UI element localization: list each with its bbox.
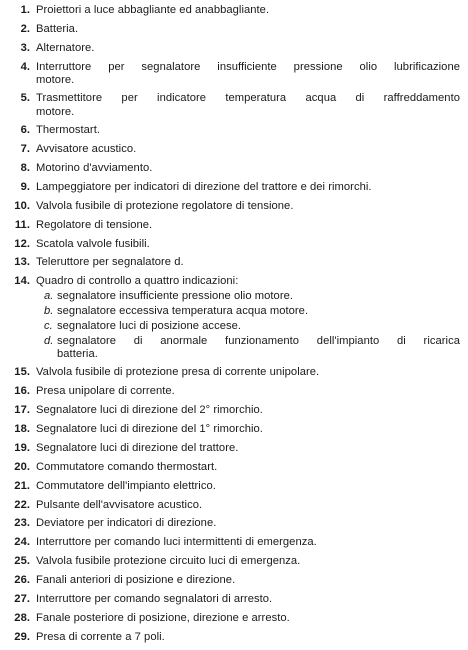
list-item [8,23,460,37]
list-item [8,612,460,626]
item-number: 15. [14,366,30,379]
sub-item-text-line: segnalatore di anormale funzionamento dell'impianto di ricarica [57,334,460,347]
list-item [8,162,460,176]
item-number: 24. [14,536,30,549]
item-text: Commutatore comando thermostart. [36,460,218,473]
item-number: 22. [14,498,30,511]
item-number: 29. [14,630,30,643]
item-number: 16. [14,385,30,398]
item-text: Avvisatore acustico. [36,143,137,156]
item-number: 19. [14,441,30,454]
list-item [8,442,460,456]
item-number: 18. [14,422,30,435]
item-text-block [36,92,460,119]
list-item [8,499,460,513]
list-item [8,536,460,550]
list-item [8,275,460,361]
sub-list-item [36,335,460,361]
item-text: Segnalatore luci di direzione del 2° rimorchio. [36,404,263,417]
list-item [8,181,460,195]
item-text-block [36,275,460,361]
item-text: Motorino d'avviamento. [36,162,153,175]
item-text: Deviatore per indicatori di direzione. [36,517,217,530]
sub-item-letter: a. [44,290,54,303]
item-number: 21. [14,479,30,492]
item-text: Teleruttore per segnalatore d. [36,256,184,269]
item-text: Quadro di controllo a quattro indicazioni: [36,275,239,288]
item-text: Interruttore per comando luci intermittenti di emergenza. [36,536,317,549]
list-item [8,4,460,18]
sub-item-text-block [57,335,460,361]
sub-list [36,290,460,361]
item-text-line: motore. [36,74,75,87]
list-item [8,256,460,270]
item-number: 12. [14,237,30,250]
item-text: Commutatore dell'impianto elettrico. [36,479,216,492]
list-item [8,42,460,56]
sub-item-text-line: batteria. [57,347,98,360]
list-item [8,92,460,119]
item-text: Valvola fusibile di protezione presa di corrente unipolare. [36,366,320,379]
item-text: Valvola fusibile di protezione regolatore di tensione. [36,199,294,212]
sub-list-item [36,320,460,333]
item-text: Alternatore. [36,41,95,54]
sub-item-text: segnalatore luci di posizione accese. [57,319,242,332]
item-text: Fanali anteriori di posizione e direzione. [36,574,236,587]
item-number: 26. [14,574,30,587]
sub-item-text: segnalatore insufficiente pressione olio motore. [57,290,294,303]
item-text-block [36,61,460,88]
item-number: 9. [20,180,30,193]
list-item [8,423,460,437]
sub-list-item [36,290,460,303]
item-number: 25. [14,555,30,568]
item-number: 10. [14,199,30,212]
item-number: 28. [14,611,30,624]
item-number: 14. [14,275,30,288]
item-number: 20. [14,460,30,473]
item-text: Segnalatore luci di direzione del trattore. [36,441,239,454]
item-text: Fanale posteriore di posizione, direzione e arresto. [36,611,290,624]
list-item [8,385,460,399]
sub-list-item [36,305,460,318]
item-number: 2. [20,22,30,35]
item-number: 6. [20,124,30,137]
item-number: 17. [14,404,30,417]
item-number: 7. [20,143,30,156]
list-item [8,124,460,138]
list-item [8,593,460,607]
sub-item-letter: d. [44,334,54,347]
item-text: Batteria. [36,22,79,35]
list-item [8,480,460,494]
list-item [8,517,460,531]
list-item [8,404,460,418]
list-item [8,143,460,157]
sub-item-text: segnalatore eccessiva temperatura acqua motore. [57,305,309,318]
item-text-line: Trasmettitore per indicatore temperatura acqua di raffreddamento [36,92,460,105]
item-number: 8. [20,162,30,175]
list-item [8,574,460,588]
item-text: Lampeggiatore per indicatori di direzione del trattore e dei rimorchi. [36,180,372,193]
list-item [8,461,460,475]
item-text: Valvola fusibile protezione circuito luci di emergenza. [36,555,301,568]
item-text: Thermostart. [36,124,101,137]
sub-item-letter: b. [44,305,54,318]
item-text: Interruttore per comando segnalatori di arresto. [36,592,273,605]
item-number: 4. [20,60,30,73]
sub-item-letter: c. [44,319,53,332]
item-text: Proiettori a luce abbagliante ed anabbagliante. [36,4,270,16]
item-text: Regolatore di tensione. [36,218,153,231]
list-item [8,366,460,380]
item-number: 3. [20,41,30,54]
list-item [8,61,460,88]
legend-list [8,4,460,650]
item-number: 13. [14,256,30,269]
item-number: 11. [14,218,30,231]
item-text: Segnalatore luci di direzione del 1° rimorchio. [36,422,263,435]
list-item [8,219,460,233]
item-number: 1. [20,4,30,16]
item-text: Presa di corrente a 7 poli. [36,630,165,643]
item-number: 5. [20,92,30,105]
item-text: Presa unipolare di corrente. [36,385,175,398]
item-text-line: Interruttore per segnalatore insufficiente pressione olio lubrificazione [36,60,460,73]
list-item [8,555,460,569]
item-number: 27. [14,592,30,605]
item-text: Scatola valvole fusibili. [36,237,150,250]
item-number: 23. [14,517,30,530]
item-text-line: motore. [36,106,75,119]
list-item [8,631,460,645]
item-text: Pulsante dell'avvisatore acustico. [36,498,203,511]
list-item [8,238,460,252]
list-item [8,200,460,214]
